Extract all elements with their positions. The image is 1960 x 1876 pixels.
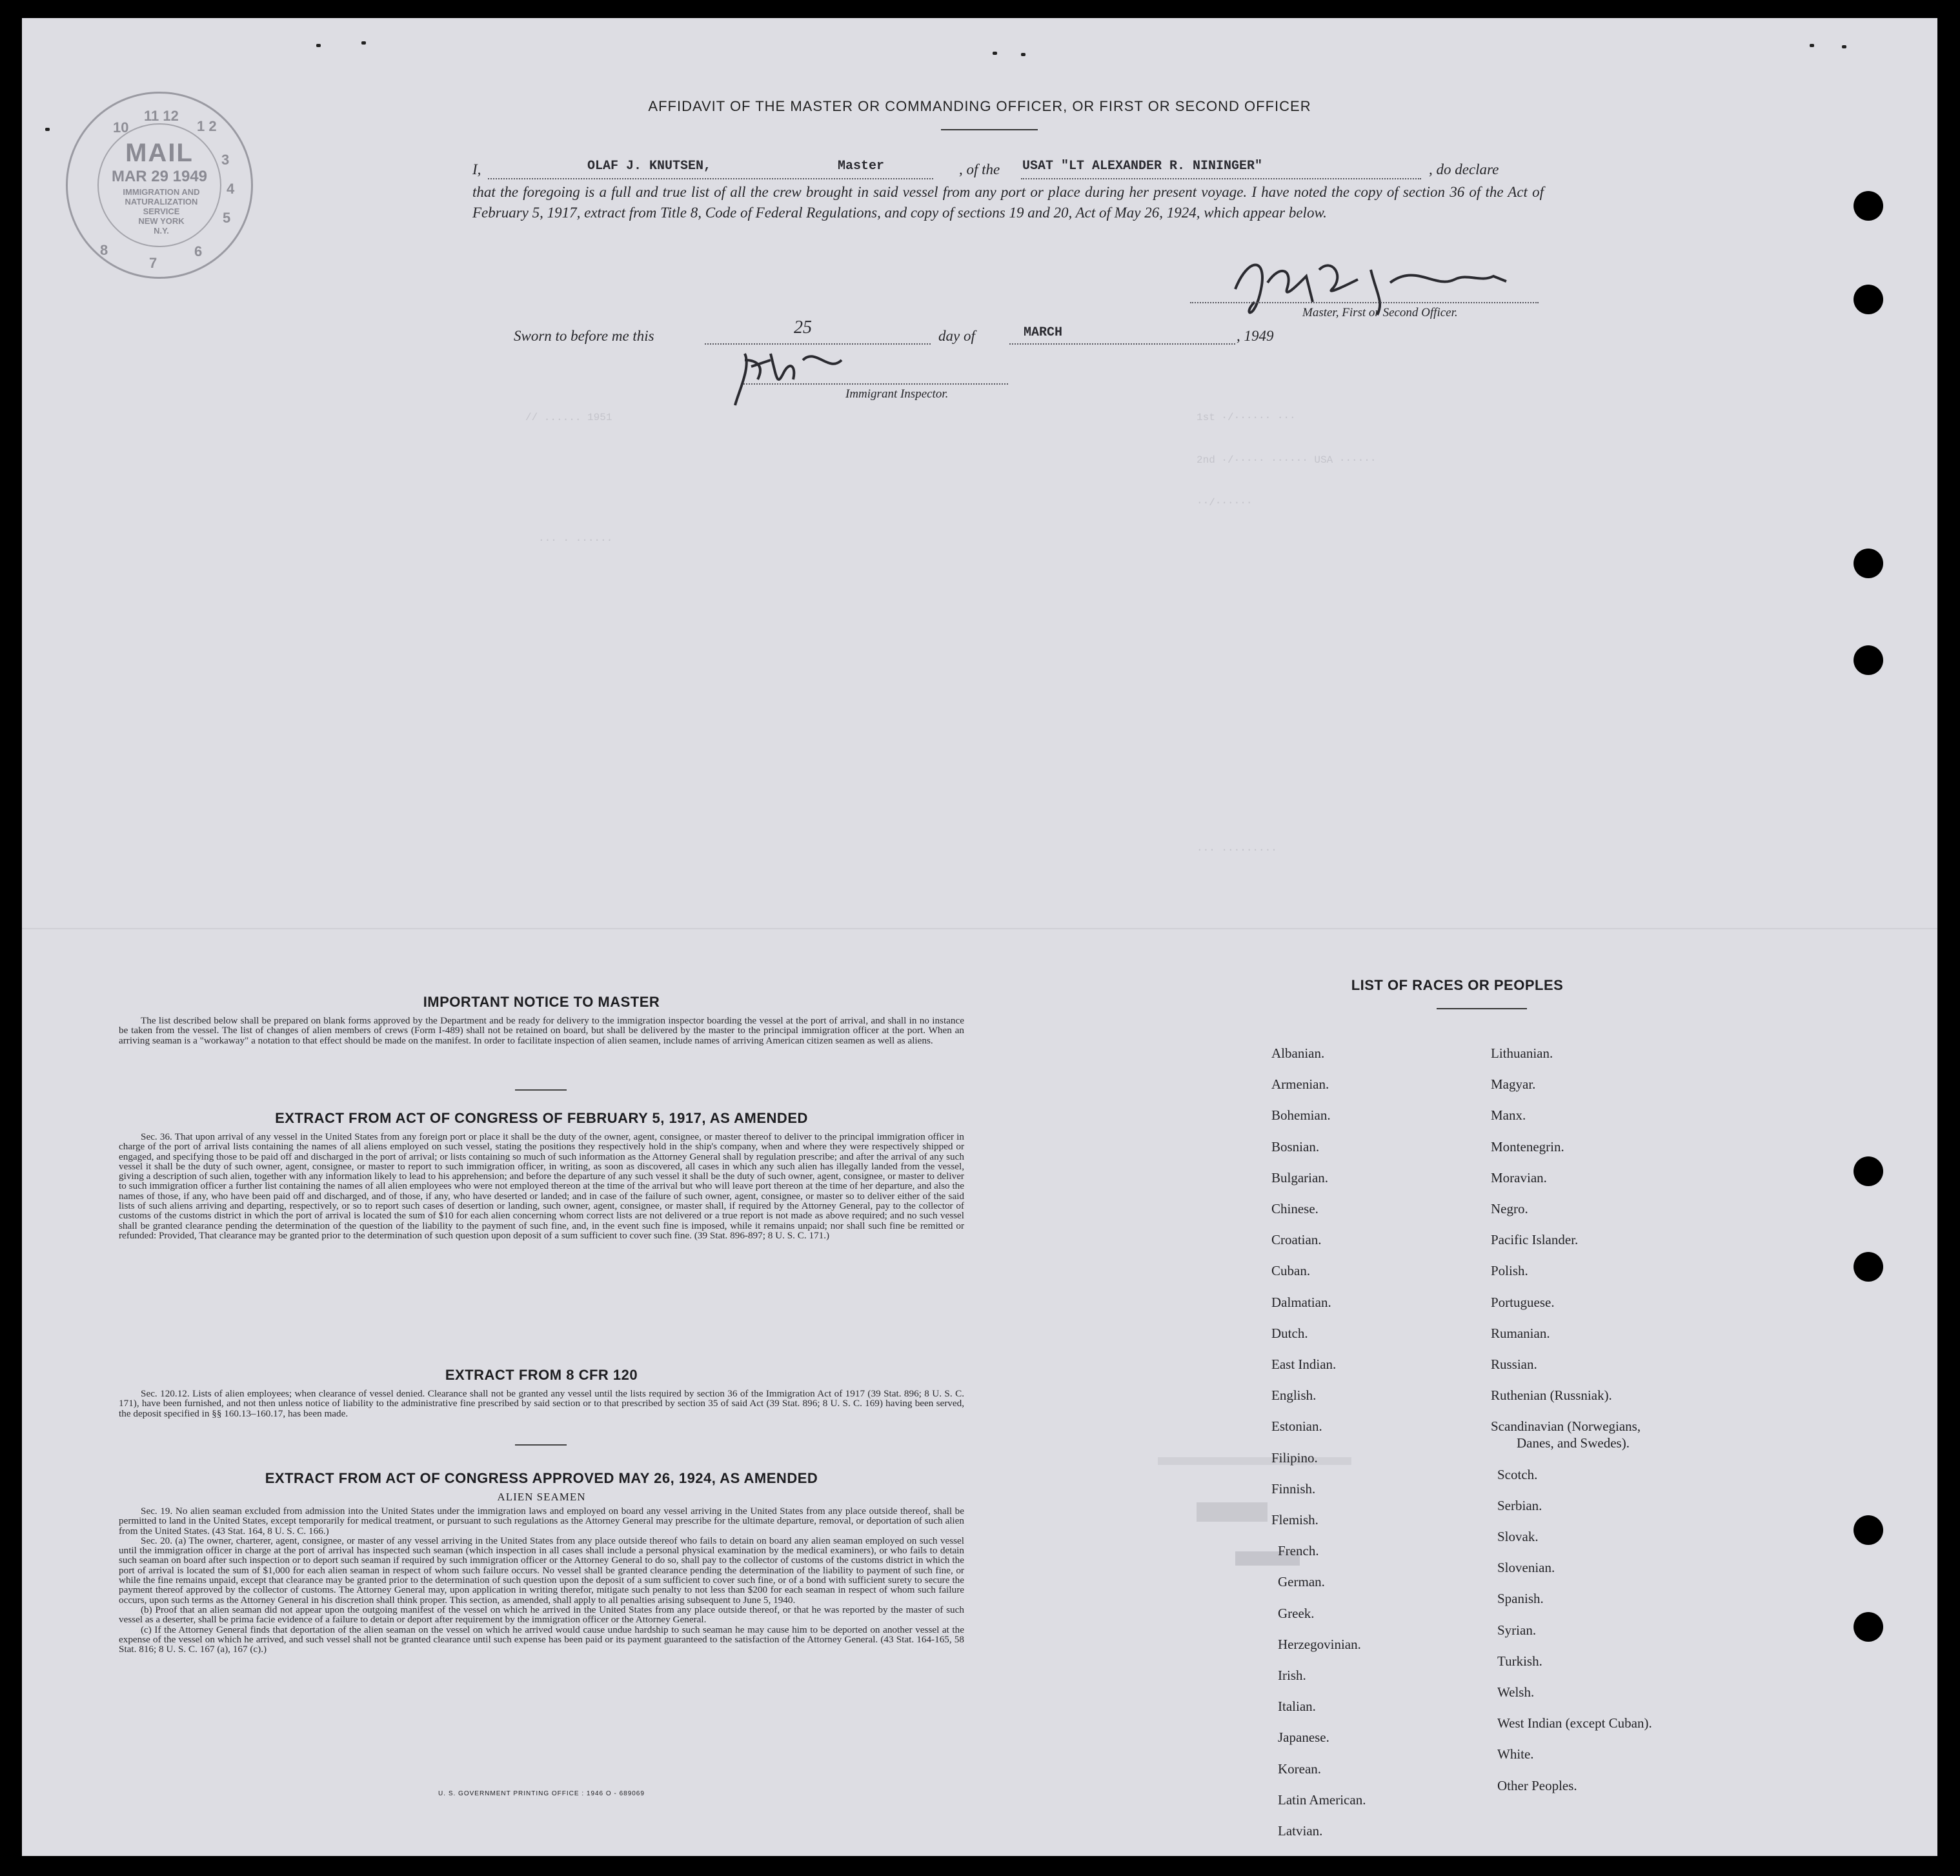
race-item: Negro. [1491, 1201, 1528, 1216]
race-item: Latvian. [1278, 1823, 1323, 1839]
race-item: Other Peoples. [1497, 1777, 1577, 1793]
printing-office-line: U. S. GOVERNMENT PRINTING OFFICE : 1946 O - 689069 [438, 1790, 645, 1797]
stamp-service: IMMIGRATION AND NATURALIZATION SERVICE NEW YORK N.Y. [123, 187, 200, 236]
race-item: Latin American. [1278, 1791, 1366, 1808]
race-item: Spanish. [1497, 1591, 1544, 1607]
stamp-date: MAR 29 1949 [111, 168, 208, 185]
punch-hole [1854, 285, 1883, 314]
affidavit-i: I, [472, 161, 481, 177]
vessel-name: USAT "LT ALEXANDER R. NININGER" [1022, 159, 1263, 174]
master-signature-caption: Master, First or Second Officer. [1302, 306, 1458, 319]
race-item: Bohemian. [1271, 1107, 1331, 1124]
extract-1924-body: Sec. 19. No alien seaman excluded from admission into the United States under the immigration laws and employed on board any vessel arriving in the United States from any place outside thereof, shall be permitted to land in the United States, except temporarily for medical treatment, or pursuant to such regulations as the Attorney General may prescribe for the ultimate departure, removal, or deportation of such alien from the United States. (43 Stat. 164, 8 U. S. C. 166.) Sec. 20. (a) The owner, charterer, agent, consignee, or master of any vessel arriving in the United States from any place outside thereof who fails to detain on board any alien seaman employed on such vessel until the immigration officer in charge at the port of arrival has inspected such seaman (which inspection in all cases shall include a personal physical examination by the medical examiners), or who fails to detain such seaman on board after such inspection or to deport such seaman if required by such immigration officer or the Attorney General to do so, shall pay to the collector of customs of the customs district in which the port of arrival is located the sum of $1,000 for each alien seaman in respect of whom such failure occurs. No vessel shall be granted clearance pending the determination of the liability to payment of such fine, or while the fine remains unpaid, except that clearance may be granted prior to the determination of such question upon the deposit of a sum sufficient to cover such fine, or of a bond with sufficient surety to secure the payment thereof approved by the collector of customs. The Attorney General may, upon application in writing therefor, mitigate such penalty to not less than $200 for each seaman in respect of whom such failure occurs, upon such terms as the Attorney General in his discretion shall think proper. This section, as amended, shall apply to all penalties arising subsequent to June 5, 1940. (b) Proof that an alien seaman did not appear upon the outgoing manifest of the vessel on which he arrived in the United States from any place outside thereof, or that he was reported by the master of such vessel as a deserter, shall be prima facie evidence of a failure to detain or deport after requirement by the immigration officer or the Attorney General. (c) If the Attorney General finds that deportation of the alien seaman on the vessel on which he arrived would cause undue hardship to such seaman he may cause him to be deported on another vessel at the expense of the vessel on which he arrived, and such vessel shall not be granted clearance until such expense has been paid or its payment guaranteed to the satisfaction of the Attorney General. (43 Stat. 164-165, 58 Stat. 816; 8 U. S. C. 167 (a), 167 (c).) [119, 1506, 964, 1655]
extract-cfr-body: Sec. 120.12. Lists of alien employees; when clearance of vessel denied. Clearance shall not be granted any vessel until the lists required by section 36 of the Immigration Act of 1917 (39 Stat. 896; 8 U. S. C. 171), have been furnished, and not then unless notice of liability to the administrative fine prescribed by said section or to that prescribed by section 35 of said Act (39 Stat. 896; 8 U. S. C. 169) having been served, the deposit specified in §§ 160.13–160.17, has been made. [119, 1388, 964, 1419]
race-item: Armenian. [1271, 1076, 1329, 1093]
race-item: Estonian. [1271, 1418, 1322, 1435]
race-item: Korean. [1278, 1760, 1322, 1777]
race-item: Scotch. [1497, 1466, 1538, 1482]
sworn-year: , 1949 [1237, 328, 1274, 344]
extract-1917-body: Sec. 36. That upon arrival of any vessel in the United States from any foreign port or place it shall be the duty of the owner, agent, consignee, or master thereof to deliver to the principal immigration officer in charge of the port of arrival lists containing the names of all aliens employed on such vessel, stating the positions they respectively hold in the ship's company, when and where they were respectively shipped or engaged, and specifying those to be paid off and discharged in the port of arrival; or lists containing so much of such information as the Attorney General shall by regulation prescribe; and after the arrival of any such vessel it shall be the duty of such owner, agent, consignee, or master to report to such immigration officer, in writing, as soon as discovered, all cases in which any such alien has illegally landed from the vessel, giving a description of such alien, together with any information likely to lead to his apprehension; and before the departure of any such vessel it shall be the duty of such owner, agent, consignee, or master to deliver to such immigration officer a further list containing the names of all alien employees who were not employed thereon at the time of the arrival but who will leave port thereon at the time of her departure, and also the names of those, if any, who have been paid off and discharged, and of those, if any, who have deserted or landed; and in case of the failure of such owner, agent, consignee, or master so to deliver either of the said lists of such aliens arriving and departing, respectively, or so to report such cases of desertion or landing, such owner, agent, consignee, or master shall, if required by the Attorney General, pay to the collector of customs of the customs district in which the port of arrival is located the sum of $10 for each alien concerning whom correct lists are not delivered or a true report is not made as above required; and no such vessel shall be granted clearance pending the determination of the question of the liability to the payment of such fine, and, in the event such fine is imposed, while it remains unpaid; nor shall such fine be remitted or refunded: Provided, That clearance may be granted prior to the determination of such question upon deposit of a sum sufficient to cover such fine. (39 Stat. 896-897; 8 U. S. C. 171.) [119, 1131, 964, 1241]
punch-hole [1854, 1156, 1883, 1186]
extract-1917-title: EXTRACT FROM ACT OF CONGRESS OF FEBRUARY 5, 1917, AS AMENDED [275, 1110, 808, 1126]
race-item: Magyar. [1491, 1076, 1536, 1093]
mail-received-stamp: 11 12 10 1 2 3 4 5 6 7 8 MAIL MAR 29 1949 IMMIGRATION AND NATURALIZATION SERVICE NEW YORK N.Y. [66, 92, 253, 279]
race-item: Slovak. [1497, 1529, 1539, 1544]
sworn-month: MARCH [1024, 325, 1063, 340]
races-title: LIST OF RACES OR PEOPLES [1351, 977, 1564, 993]
of-the-label: , of the [959, 161, 1000, 177]
race-item: Serbian. [1497, 1497, 1542, 1513]
punch-hole [1854, 191, 1883, 221]
extract-cfr-title: EXTRACT FROM 8 CFR 120 [445, 1367, 638, 1383]
punch-hole [1854, 1252, 1883, 1282]
punch-hole [1854, 1515, 1883, 1545]
race-item: Polish. [1491, 1263, 1528, 1279]
affidavit-title: AFFIDAVIT OF THE MASTER OR COMMANDING OFFICER, OR FIRST OR SECOND OFFICER [648, 98, 1311, 114]
race-item: Italian. [1278, 1699, 1316, 1715]
inspector-signature [732, 341, 861, 412]
race-item: White. [1497, 1746, 1534, 1762]
race-item: Irish. [1278, 1668, 1306, 1683]
race-item: Filipino. [1271, 1449, 1318, 1466]
race-item: Bulgarian. [1271, 1169, 1329, 1185]
master-rank: Master [838, 159, 885, 174]
race-item: French. [1278, 1543, 1319, 1559]
race-item: Russian. [1491, 1357, 1537, 1372]
race-item: Dalmatian. [1271, 1294, 1331, 1310]
race-item: Syrian. [1497, 1622, 1537, 1638]
race-item: Bosnian. [1271, 1138, 1320, 1155]
race-item: Chinese. [1271, 1201, 1318, 1216]
stamp-mail-label: MAIL [125, 139, 194, 167]
extract-1924-title: EXTRACT FROM ACT OF CONGRESS APPROVED MAY 26, 1924, AS AMENDED [265, 1470, 818, 1486]
sworn-label: Sworn to before me this [514, 328, 654, 344]
punch-hole [1854, 645, 1883, 675]
race-item: Cuban. [1271, 1263, 1311, 1279]
do-declare-label: , do declare [1429, 161, 1499, 177]
affidavit-body: that the foregoing is a full and true list of all the crew brought in said vessel from any port or place during her present voyage. I have noted the copy of section 36 of the Act of February 5, 1917, extract from Title 8, Code of Federal Regulations, and copy of sections 19 and 20, Act of May 26, 1924, which appear below. [472, 184, 1544, 221]
notice-title: IMPORTANT NOTICE TO MASTER [423, 994, 660, 1010]
race-item: Scandinavian (Norwegians, [1491, 1418, 1641, 1435]
title-rule [941, 129, 1038, 130]
master-name: OLAF J. KNUTSEN, [587, 159, 712, 174]
race-item: Finnish. [1271, 1480, 1316, 1497]
race-item: Rumanian. [1491, 1325, 1550, 1341]
race-item: Albanian. [1271, 1045, 1325, 1061]
race-item: Manx. [1491, 1107, 1526, 1124]
race-item: Flemish. [1271, 1512, 1318, 1528]
alien-seamen-subtitle: ALIEN SEAMEN [497, 1491, 586, 1503]
race-item: East Indian. [1271, 1357, 1337, 1372]
race-item: Herzegovinian. [1278, 1636, 1361, 1652]
race-item: Pacific Islander. [1491, 1232, 1579, 1248]
inspector-caption: Immigrant Inspector. [845, 387, 949, 401]
race-item: Greek. [1278, 1605, 1315, 1621]
notice-body: The list described below shall be prepared on blank forms approved by the Department and be ready for delivery to the immigration inspector boarding the vessel at the port of arrival, and shall in no instance be taken from the vessel. The list of changes of alien members of crews (Form I-489) shall not be retained on board, but shall be delivered by the master to the principal immigration officer at the port. When an arriving seaman is a "workaway" a notation to that effect should be made on the manifest. In order to facilitate inspection of alien seamen, include names of arriving American citizen seamen as well as aliens. [119, 1015, 964, 1046]
race-item: Croatian. [1271, 1232, 1322, 1248]
race-item: Danes, and Swedes). [1517, 1435, 1630, 1451]
document-page: 11 12 10 1 2 3 4 5 6 7 8 MAIL MAR 29 1949 IMMIGRATION AND NATURALIZATION SERVICE NEW YORK N.Y. // ...... 1951 1st ·/······ ··· 2nd ·/····· ······ USA ······ ··/······ ··· · ······ ··· ········· AFFIDAVIT OF THE MASTER OR COMMANDING OFFICER, OR FIRST OR SECOND OFFICER I, OLAF J. KNUTSEN, Master , of the USAT "LT ALEXANDER R. NININGER" , do declare that the foregoing is a full and true list of all the crew brought in said vessel from any port or place during her present voyage. I have noted the copy of section 36 of the Act of February 5, 1917, extract from Title 8, Code of Federal Regulations, and copy of sections 19 and 20, Act of May 26, 1924, which appear below. Master, First or Second Officer. Sworn to before me this 25 day of MARCH , 1949 Immigrant Inspector. IMPORTANT NOTICE TO MASTER The list described below shall be prepared on blank forms approved by the Department and be ready for delivery to the immigration inspector boarding the vessel at the port of arrival, and shall in no instance be taken from the vessel. The list of changes of alien members of crews (Form I-489) shall not be retained on board, but shall be delivered by the master to the principal immigration officer at the port. When an arriving seaman is a "workaway" a notation to that effect should be made on the manifest. In order to facilitate inspection of alien seamen, include names of arriving American citizen seamen as well as aliens. EXTRACT FROM ACT OF CONGRESS OF FEBRUARY 5, 1917, AS AMENDED Sec. 36. That upon arrival of any vessel in the United States from any foreign port or place it shall be the duty of the owner, agent, consignee, or master thereof to deliver to the principal immigration officer in charge of the port of arrival lists containing the names of all aliens employed on such vessel, stating the positions they respectively hold in the ship's company, when and where they were respectively shipped or engaged, and specifying those to be paid off and discharged in the port of arrival; or lists containing so much of such information as the Attorney General shall by regulation prescribe; and after the arrival of any such vessel it shall be the duty of such owner, agent, consignee, or master to report to such immigration officer, in writing, as soon as discovered, all cases in which any such alien has illegally landed from the vessel, giving a description of such alien, together with any information likely to lead to his apprehension; and before the departure of any such vessel it shall be the duty of such owner, agent, consignee, or master to deliver to such immigration officer a further list containing the names of all alien employees who were not employed thereon at the time of the arrival but who will leave port thereon at the time of her departure, and also the names of those, if any, who have been paid off and discharged, and of those, if any, who have deserted or landed; and in case of the failure of such owner, agent, consignee, or master so to deliver either of the said lists of such aliens arriving and departing, respectively, or so to report such cases of desertion or landing, such owner, agent, consignee, or master shall, if required by the Attorney General, pay to the collector of customs of the customs district in which the port of arrival is located the sum of $10 for each alien concerning whom correct lists are not delivered or a true report is not made as above required; and no such vessel shall be granted clearance pending the determination of the question of the liability to the payment of such fine, and, in the event such fine is imposed, while it remains unpaid; nor shall such fine be remitted or refunded: Provided, That clearance may be granted prior to the determination of such question upon deposit of a sum sufficient to cover such fine. (39 Stat. 896-897; 8 U. S. C. 171.) EXTRACT FROM 8 CFR 120 Sec. 120.12. Lists of alien employees; when clearance of vessel denied. Clearance shall not be granted any vessel until the lists required by section 36 of the Immigration Act of 1917 (39 Stat. 896; 8 U. S. C. 171), have been furnished, and not then unless notice of liability to the administrative fine prescribed by said section or to that prescribed by section 35 of said Act (39 Stat. 896; 8 U. S. C. 169) having been served, the deposit specified in §§ 160.13–160.17, has been made. EXTRACT FROM ACT OF CONGRESS APPROVED MAY 26, 1924, AS AMENDED ALIEN SEAMEN Sec. 19. No alien seaman excluded from admission into the United States under the immigration laws and employed on board any vessel arriving in the United States from any place outside thereof, shall be permitted to land in the United States, except temporarily for medical treatment, or pursuant to such regulations as the Attorney General may prescribe for the ultimate departure, removal, or deportation of such alien from the United States. (43 Stat. 164, 8 U. S. C. 166.) Sec. 20. (a) The owner, charterer, agent, consignee, or master of any vessel arriving in the United States from any place outside thereof who fails to detain on board any alien seaman employed on such vessel until the immigration officer in charge at the port of arrival has inspected such seaman (which inspection in all cases shall include a personal physical examination by the medical examiners), or who fails to detain such seaman on board after such inspection or to deport such seaman if required by such immigration officer or the Attorney General to do so, shall pay to the collector of customs of the customs district in which the port of arrival is located the sum of $1,000 for each alien seaman in respect of whom such failure occurs. No vessel shall be granted clearance pending the determination of the liability to payment of such fine, or while the fine remains unpaid, except that clearance may be granted prior to the determination of such question upon the deposit of a sum sufficient to cover such fine, or of a bond with sufficient surety to secure the payment thereof approved by the collector of customs. The Attorney General may, upon application in writing therefor, mitigate such penalty to not less than $200 for each seaman in respect of whom such failure occurs, upon such terms as the Attorney General in his discretion shall think proper. This section, as amended, shall apply to all penalties arising subsequent to June 5, 1940. (b) Proof that an alien seaman did not appear upon the outgoing manifest of the vessel on which he arrived in the United States from any place outside thereof, or that he was reported by the master of such vessel as a deserter, shall be prima facie evidence of a failure to detain or deport after requirement by the immigration officer or the Attorney General. (c) If the Attorney General finds that deportation of the alien seaman on the vessel on which he arrived would cause undue hardship to such seaman he may cause him to be deported on another vessel at the expense of the vessel on which he arrived, and such vessel shall not be granted clearance until such expense has been paid or its payment guaranteed to the satisfaction of the Attorney General. (43 Stat. 164-165, 58 Stat. 816; 8 U. S. C. 167 (a), 167 (c).) U. S. GOVERNMENT PRINTING OFFICE : 1946 O - 689069 LIST OF RACES OR PEOPLES Albanian. Armenian. Bohemian. Bosnian. Bulgarian. Chinese. Croatian. Cuban. Dalmatian. Dutch. East Indian. English. Estonian. Filipino. Finnish. Flemish. French. German. Greek. Herzegovinian. Irish. Italian. Japanese. Korean. Latin American. Latvian. Lithuanian. Magyar. Manx. Montenegrin. Moravian. Negro. Pacific Islander. Polish. Portuguese. Rumanian. Russian. Ruthenian (Russniak). Scandinavian (Norwegians, Danes, and Swedes). Scotch. Serbian. Slovak. Slovenian. Spanish. Syrian. Turkish. Welsh. West Indian (except Cuban). White. Other Peoples. [22, 18, 1937, 1856]
sworn-day: 25 [794, 318, 812, 338]
race-item: Japanese. [1278, 1730, 1329, 1746]
race-item: Portuguese. [1491, 1294, 1555, 1310]
race-item: Montenegrin. [1491, 1138, 1564, 1155]
day-of-label: day of [938, 328, 975, 344]
race-item: Moravian. [1491, 1169, 1547, 1185]
race-item: Welsh. [1497, 1684, 1535, 1700]
punch-hole [1854, 1612, 1883, 1642]
race-item: Turkish. [1497, 1653, 1542, 1669]
race-item: Dutch. [1271, 1325, 1308, 1341]
race-item: German. [1278, 1574, 1325, 1590]
race-item: West Indian (except Cuban). [1497, 1715, 1652, 1731]
race-item: Slovenian. [1497, 1560, 1555, 1576]
race-item: English. [1271, 1387, 1317, 1404]
race-item: Lithuanian. [1491, 1045, 1553, 1061]
race-item: Ruthenian (Russniak). [1491, 1387, 1612, 1404]
punch-hole [1854, 549, 1883, 578]
